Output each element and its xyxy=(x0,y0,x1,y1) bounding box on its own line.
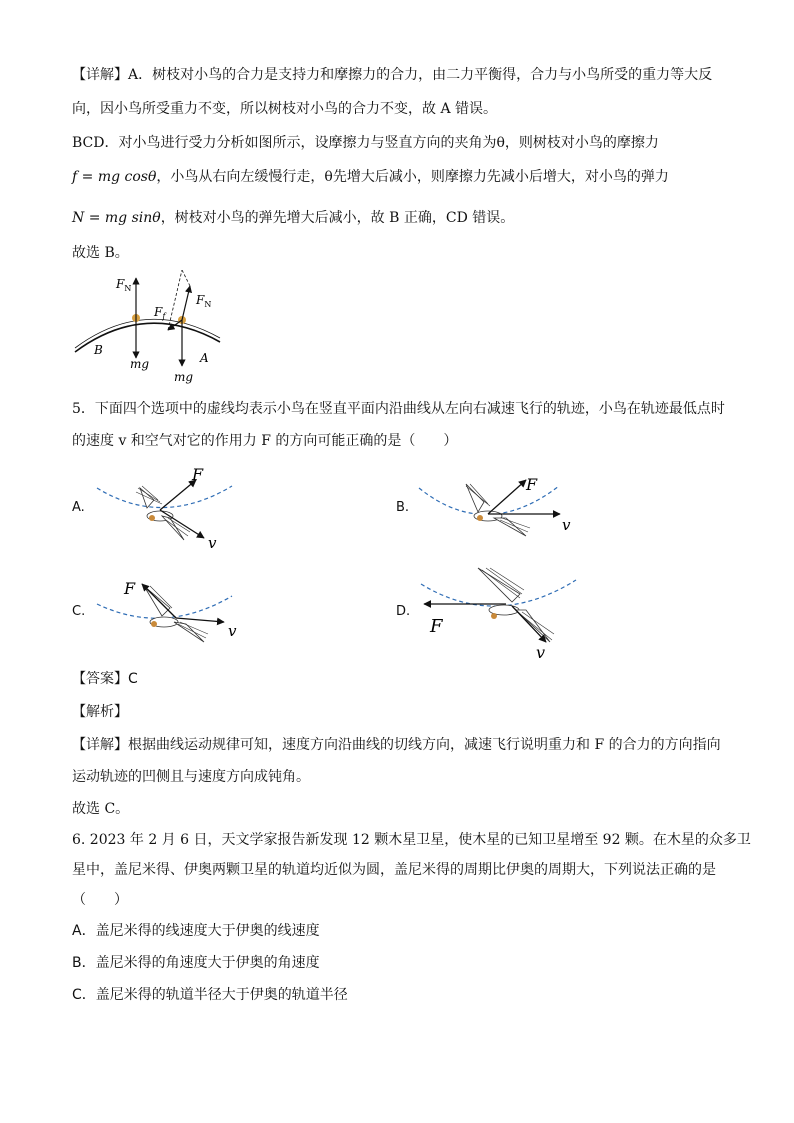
bird-icon xyxy=(478,568,554,642)
q5-choose: 故选 C。 xyxy=(72,801,130,817)
option-c-label[interactable]: C. xyxy=(72,604,86,619)
mg-left-label: mg xyxy=(130,357,150,371)
q6-stem-1: 6. 2023 年 2 月 6 日，天文学家报告新发现 12 颗木星卫星，使木星的已知卫星增至 92 颗。在木星的众多卫 xyxy=(72,832,751,848)
q5-stem-2: 的速度 v 和空气对它的作用力 F 的方向可能正确的是（ ） xyxy=(72,433,458,449)
force-diagram xyxy=(70,270,230,385)
q5-stem-1: 5．下面四个选项中的虚线均表示小鸟在竖直平面内沿曲线从左向右减速飞行的轨迹，小鸟在轨迹最低点时 xyxy=(72,401,725,417)
force-arrow xyxy=(488,480,526,514)
force-arrow xyxy=(160,480,196,510)
q6-option-b[interactable]: B．盖尼米得的角速度大于伊奥的角速度 xyxy=(72,955,320,971)
q4-line-4 xyxy=(72,166,669,188)
velocity-label: v xyxy=(536,643,546,662)
fn-right-label: $F_N$ xyxy=(196,293,212,309)
analysis-label: 【解析】 xyxy=(72,704,128,720)
velocity-arrow xyxy=(160,510,204,538)
option-a-figure[interactable] xyxy=(92,466,252,556)
bird-icon xyxy=(466,484,530,536)
point-a-label: A xyxy=(200,351,209,365)
velocity-arrow xyxy=(176,618,224,622)
q4-text-4: ，小鸟从右向左缓慢行走，θ先增大后减小，则摩擦力先减小后增大，对小鸟的弹力 xyxy=(156,169,669,185)
velocity-label: v xyxy=(228,622,237,640)
velocity-label: v xyxy=(562,516,571,534)
option-b-label[interactable]: B. xyxy=(396,500,410,515)
q5-detail-2: 运动轨迹的凹侧且与速度方向成钝角。 xyxy=(72,769,310,785)
dashed-side xyxy=(182,270,190,286)
q5-detail-text-1: 根据曲线运动规律可知，速度方向沿曲线的切线方向，减速飞行说明重力和 F 的合力的方向指向 xyxy=(128,737,721,753)
trajectory-dashed xyxy=(419,486,559,515)
point-b-label: B xyxy=(94,343,103,357)
q6-stem-2: 星中，盖尼米得、伊奥两颗卫星的轨道均近似为圆，盖尼米得的周期比伊奥的周期大，下列说法正确的是 xyxy=(72,862,716,878)
option-b-figure[interactable] xyxy=(414,466,589,546)
detail-label: 【详解】 xyxy=(72,737,128,753)
q4-line-2: 向，因小鸟所受重力不变，所以树枝对小鸟的合力不变，故 A 错误。 xyxy=(72,101,498,117)
q4-text-1: A．树枝对小鸟的合力是支持力和摩擦力的合力，由二力平衡得，合力与小鸟所受的重力等大反 xyxy=(128,67,713,83)
q6-option-c[interactable]: C．盖尼米得的轨道半径大于伊奥的轨道半径 xyxy=(72,987,348,1003)
option-c-figure[interactable] xyxy=(92,572,252,652)
fn-right-arrow xyxy=(182,286,190,320)
option-a-label[interactable]: A. xyxy=(72,500,85,515)
q4-line-1 xyxy=(72,64,712,86)
answer-line xyxy=(72,668,138,690)
friction-formula: f = mg cosθ xyxy=(72,169,157,185)
fn-left-label: $F_N$ xyxy=(116,277,132,293)
normal-force-formula: N = mg sinθ xyxy=(72,210,161,226)
velocity-arrow xyxy=(512,606,546,642)
force-arrow xyxy=(142,584,176,618)
answer-label: 【答案】 xyxy=(72,671,128,687)
force-label: F xyxy=(430,616,443,637)
bird-icon xyxy=(144,586,208,642)
q4-text-5: ，树枝对小鸟的弹先增大后减小，故 B 正确，CD 错误。 xyxy=(160,210,515,226)
q5-detail-1 xyxy=(72,734,721,756)
q6-option-a[interactable]: A．盖尼米得的线速度大于伊奥的线速度 xyxy=(72,923,320,939)
q4-line-5 xyxy=(72,207,514,229)
q4-line-6: 故选 B。 xyxy=(72,245,129,261)
force-label: F xyxy=(192,466,204,484)
force-label: F xyxy=(124,579,136,598)
trajectory-dashed xyxy=(97,486,232,508)
option-d-figure[interactable] xyxy=(416,562,591,662)
q6-stem-3: （ ） xyxy=(72,892,128,908)
velocity-label: v xyxy=(208,534,217,552)
bird-icon xyxy=(136,486,190,540)
q4-line-3: BCD．对小鸟进行受力分析如图所示，设摩擦力与竖直方向的夹角为θ，则树枝对小鸟的摩擦力 xyxy=(72,135,659,151)
mg-right-label: mg xyxy=(174,370,194,384)
answer-value: C xyxy=(128,671,138,687)
detail-label: 【详解】 xyxy=(72,67,128,83)
force-label: F xyxy=(526,475,538,494)
ff-label: $F_f$ xyxy=(154,305,166,321)
option-d-label[interactable]: D. xyxy=(396,604,411,619)
